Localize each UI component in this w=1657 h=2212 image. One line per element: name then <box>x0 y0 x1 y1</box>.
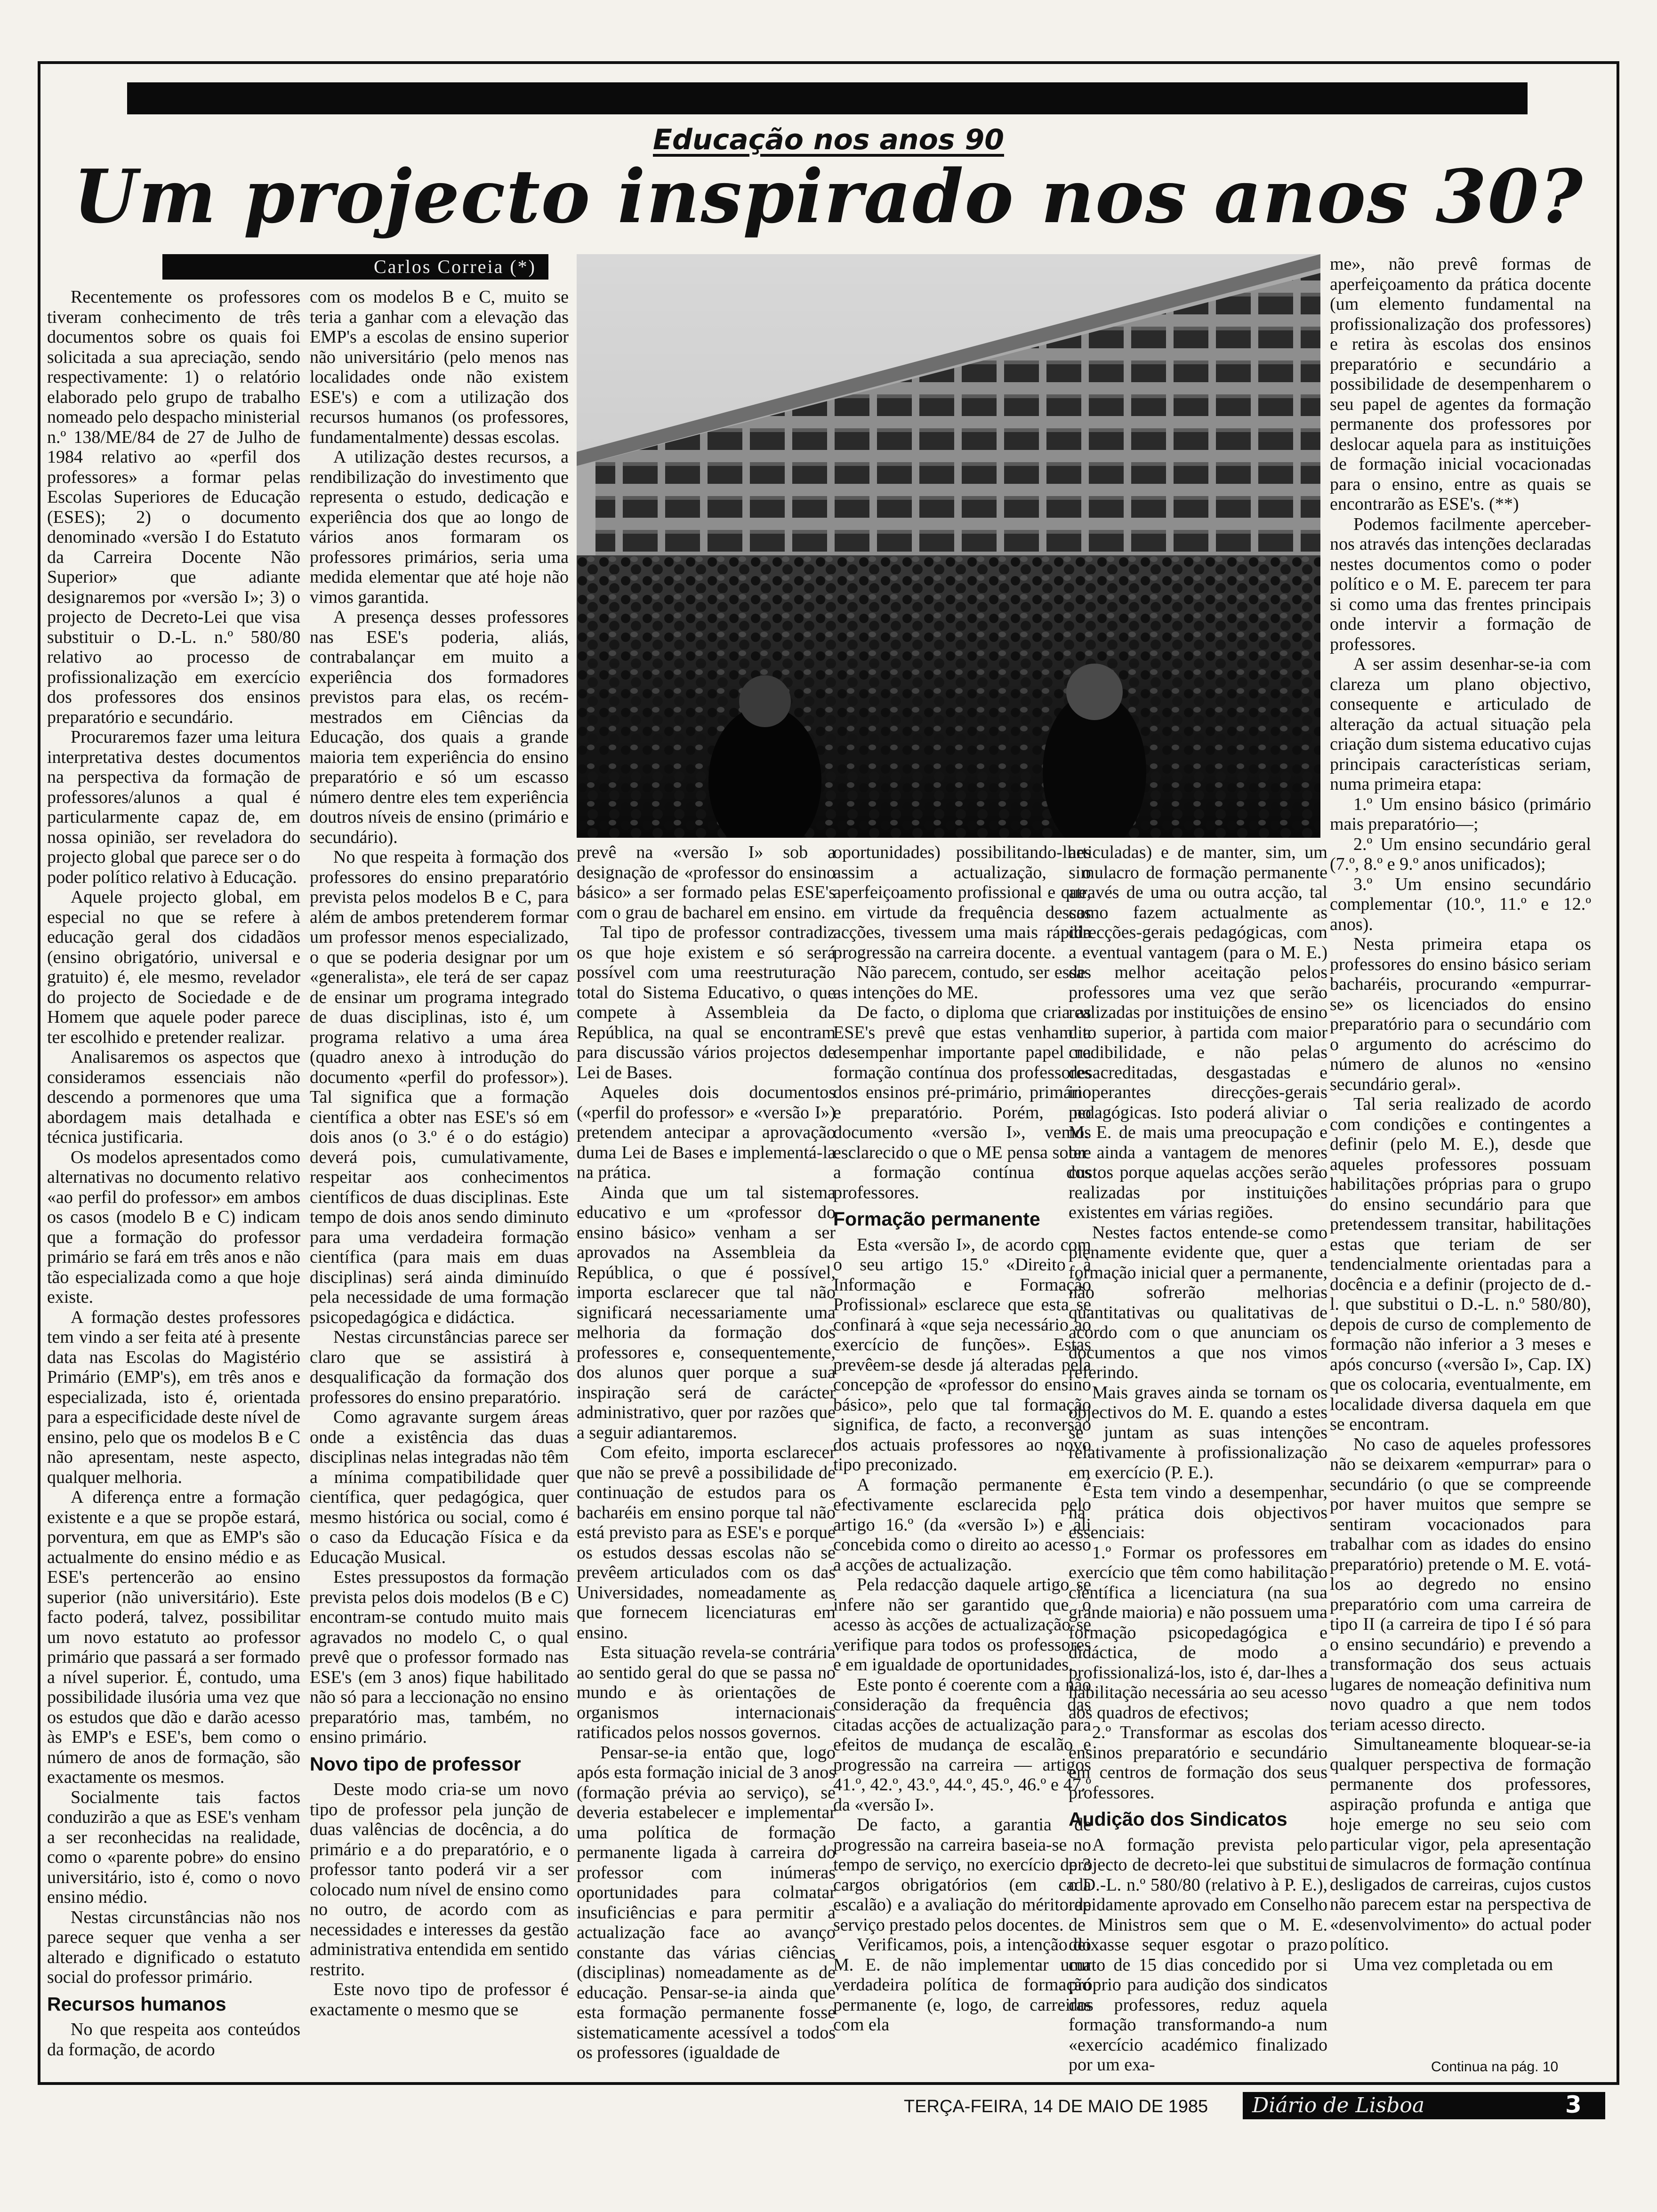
paragraph: Este novo tipo de professor é exactamente o mesmo que se <box>310 1980 569 2020</box>
paragraph: A formação destes professores tem vindo a ser feita até à presente data nas Escolas do Magistério Primário (EMP's), em três anos e especializada, isto é, orientada para a especificidade deste nível de ensino, pelo que os modelos B e C não apresentam, neste aspecto, qualquer melhoria. <box>47 1307 300 1487</box>
paragraph: Esta situação revela-se contrária ao sentido geral do que se passa no mundo e às orientações de organismos internacionais ratificados pelos nossos governos. <box>577 1643 836 1742</box>
article-column-4 <box>833 842 1091 2035</box>
newspaper-masthead: Diário de Lisboa <box>1243 2092 1605 2119</box>
paragraph: A utilização destes recursos, a rendibilização do investimento que representa o estudo, dedicação e experiência dos que ao longo de vários anos formaram os professores primários, seria uma medida elementar que até hoje não vimos garantida. <box>310 447 569 607</box>
paragraph: 2.º Um ensino secundário geral (7.º, 8.º e 9.º anos unificados); <box>1330 834 1591 874</box>
paragraph: 3.º Um ensino secundário complementar (10.º, 11.º e 12.º anos). <box>1330 874 1591 934</box>
paragraph: Socialmente tais factos conduzirão a que as ESE's venham a ser reconhecidas na realidade, como o «parente pobre» do ensino universitário, isto é, como o novo ensino médio. <box>47 1787 300 1907</box>
paragraph: Aqueles dois documentos («perfil do professor» e «versão I») pretendem antecipar a aprovação duma Lei de Bases e implementá-la na prática. <box>577 1082 836 1182</box>
paragraph: Simultaneamente bloquear-se-ia qualquer perspectiva de formação permanente dos professores, aspiração profunda e antiga que hoje emerge no seu seio com particular vigor, pela apresentação de simulacros de formação contínua desligados de carreiras, cujos custos não parecem estar na perspectiva de «desenvolvimento» do actual poder político. <box>1330 1734 1591 1954</box>
paragraph: com os modelos B e C, muito se teria a ganhar com a elevação das EMP's a escolas de ensino superior não universitário (pelo menos nas localidades onde não existem ESE's) e com a utilização dos recursos humanos (os professores, fundamentalmente) dessas escolas. <box>310 287 569 447</box>
paragraph: No caso de aqueles professores não se deixarem «empurrar» para o secundário (o que se compreende por haver muitos que sempre se sentiram vocacionados para trabalhar com as idades do ensino preparatório) pretende o M. E. votá-los ao degredo no ensino preparatório com uma carreira de tipo II (a carreira de tipo I é só para o ensino secundário) e prevendo a transformação dos seus actuais lugares de nomeação definitiva num novo quadro a que nem todos teriam acesso directo. <box>1330 1434 1591 1734</box>
paragraph: Não parecem, contudo, ser essas as intenções do ME. <box>833 962 1091 1002</box>
paragraph: A ser assim desenhar-se-ia com clareza um plano objectivo, consequente e articulado de alteração da actual situação pela criação dum sistema educativo cujas principais características seriam, numa primeira etapa: <box>1330 654 1592 794</box>
paragraph: oportunidades) possibilitando-lhes assim a actualização, o aperfeiçoamento profissional e que, em virtude da frequência dessas acções, tivessem uma mais rápida progressão na carreira docente. <box>833 842 1091 962</box>
paragraph: Tal seria realizado de acordo com condições e contingentes a definir (pelo M. E.), desde que aqueles professores possuam habilitações próprias para o grupo do ensino secundário para que pretendessem transitar, habilitações estas que teriam de ser tendencialmente orientadas para a docência e a definir (projecto de d.-l. que substitui o D.-L. n.º 580/80), depois de curso de complemento de formação não inferior a 3 meses e após concurso («versão I», Cap. IX) que os colocaria, eventualmente, em localidade diversa daquela em que se encontram. <box>1330 1094 1591 1434</box>
paragraph: 1.º Um ensino básico (primário mais preparatório—; <box>1330 794 1591 834</box>
footer-dateline: TERÇA-FEIRA, 14 DE MAIO DE 1985 <box>904 2097 1208 2116</box>
section-kicker: Educação nos anos 90 <box>653 123 1004 156</box>
paragraph: No que respeita à formação dos professores do ensino preparatório prevista pelos modelos B e C, para além de ambos pretenderem formar um professor menos especializado, o que se poderia designar por um «generalista», ele terá de ser capaz de ensinar um programa integrado de duas disciplinas, isto é, um programa relativo a uma área (quadro anexo à introdução do documento «perfil do professor»). Tal significa que a formação científica a obter nas ESE's só em dois anos (o 3.º é o do estágio) deverá pois, cumulativamente, respeitar aos conhecimentos científicos de duas disciplinas. Este tempo de dois anos sendo diminuto para uma verdadeira formação científica (para mais em duas disciplinas) será ainda diminuído pela necessidade de uma formação psicopedagógica e didáctica. <box>310 847 569 1327</box>
paragraph: A formação permanente é efectivamente esclarecida pelo artigo 16.º (da «versão I») e ali concebida como o direito ao acesso a acções de actualização. <box>833 1475 1091 1575</box>
subheading: Novo tipo de professor <box>310 1753 521 1775</box>
article-column-1 <box>47 287 300 2060</box>
top-rule-bar <box>127 82 1528 114</box>
paragraph: prevê na «versão I» sob a designação de «professor do ensino básico» a ser formado pelas ESE's com o grau de bacharel em ensino. <box>577 842 836 922</box>
paragraph: Como agravante surgem áreas onde a existência das duas disciplinas nelas integradas não têm a mínima compatibilidade quer científica, quer pedagógica, quer mesmo histórica ou social, como é o caso da Educação Física e da Educação Musical. <box>310 1407 569 1567</box>
paragraph: Nesta primeira etapa os professores do ensino básico seriam bacharéis, procurando «empurrar-se» os licenciados do ensino preparatório para o secundário com o argumento do acréscimo do número de alunos no «ensino secundário geral». <box>1330 934 1591 1094</box>
paragraph: Nestes factos entende-se como plenamente evidente que, quer a formação inicial quer a permanente, não sofrerão melhorias quantitativas ou qualitativas de acordo com o que anunciam os documentos a que nos vimos referindo. <box>1069 1222 1327 1382</box>
paragraph: Analisaremos os aspectos que consideramos essenciais não descendo a pormenores que uma abordagem mais detalhada e técnica justificaria. <box>47 1047 300 1147</box>
paragraph: Esta «versão I», de acordo com o seu artigo 15.º «Direito à Informação e Formação Profissional» esclarece que esta se confinará à «que seja necessário ao exercício de funções». Estas prevêem-se desde já alteradas pela concepção de «professor do ensino básico», pelo que tal formação significa, de facto, a reconversão dos actuais professores ao novo tipo preconizado. <box>833 1234 1091 1475</box>
paragraph: A presença desses professores nas ESE's poderia, aliás, contrabalançar em muito a experiência dos formadores previstos para elas, os recém-mestrados em Ciências da Educação, dos quais a grande maioria tem experiência do ensino preparatório e só um escasso número dentre eles tem experiência doutros níveis de ensino (primário e secundário). <box>310 607 569 847</box>
paragraph: Pensar-se-ia então que, logo após esta formação inicial de 3 anos (formação prévia ao serviço), se deveria estabelecer e implementar uma política de formação permanente ligada à carreira do professor com inúmeras oportunidades para colmatar insuficiências e para permitir a actualização face ao avanço constante das várias ciências (disciplinas) nomeadamente as de educação. Pensar-se-ia ainda que esta formação permanente fosse sistematicamente acessível a todos os professores (igualdade de <box>577 1742 836 2062</box>
paragraph: articuladas) e de manter, sim, um simulacro de formação permanente através de uma ou outra acção, tal como fazem actualmente as direcções-gerais pedagógicas, com a eventual vantagem (para o M. E.) de melhor aceitação pelos professores uma vez que serão realizadas por instituições de ensino dito superior, à partida com maior credibilidade, e não pelas desacreditadas, desgastadas e inoperantes direcções-gerais pedagógicas. Isto poderá aliviar o M. E. de mais uma preocupação e ter ainda a vantagem de menores custos porque aquelas acções serão realizadas por instituições existentes em várias regiões. <box>1069 842 1327 1222</box>
paragraph: Uma vez completada ou em <box>1353 1954 1553 1974</box>
paragraph: Esta tem vindo a desempenhar, na prática dois objectivos essenciais: <box>1069 1483 1327 1542</box>
paragraph: No que respeita aos conteúdos da formação, de acordo <box>47 2020 300 2060</box>
paragraph: 2.º Transformar as escolas dos ensinos preparatório e secundário em centros de formação dos seus professores. <box>1069 1723 1327 1803</box>
page-number: 3 <box>1565 2091 1582 2118</box>
paragraph: A diferença entre a formação existente e a que se propõe estará, porventura, em que as EMP's são actualmente do ensino médio e as ESE's pertencerão ao ensino superior (não universitário). Este facto poderá, talvez, possibilitar um novo estatuto ao professor primário que passará a ser formado a nível superior. É, contudo, uma possibilidade ilusória uma vez que os estudos que dão e darão acesso às EMP's e ESE's, bem como o número de anos de formação, são exactamente os mesmos. <box>47 1487 300 1787</box>
paragraph: Mais graves ainda se tornam os objectivos do M. E. quando a estes se juntam as suas intenções relativamente à profissionalização em exercício (P. E.). <box>1069 1382 1327 1483</box>
paragraph: Pela redacção daquele artigo se infere não ser garantido que o acesso às acções de actualização se verifique para todos os professores e em igualdade de oportunidades. <box>833 1575 1091 1675</box>
headline: Um projecto inspirado nos anos 30? <box>73 153 1584 240</box>
paragraph: A formação prevista pelo projecto de decreto-lei que substitui o D.-L. n.º 580/80 (relativo à P. E.), rapidamente aprovado em Conselho de Ministros sem que o M. E. deixasse sequer esgotar o prazo curto de 15 dias concedido por si próprio para audição dos sindicatos dos professores, reduz aquela formação transformando-a num «exercício académico finalizado por um exa- <box>1069 1835 1327 2075</box>
paragraph: Procuraremos fazer uma leitura interpretativa destes documentos na perspectiva da formação de professores/alunos a qual é particularmente capaz de, em nossa opinião, ser reveladora do projecto global que parece ser o do poder político relativo à Educação. <box>47 727 300 887</box>
news-photo-crowd-building <box>577 254 1320 838</box>
byline: Carlos Correia (*) <box>162 254 548 280</box>
paragraph: Com efeito, importa esclarecer que não se prevê a possibilidade de continuação de estudos para os bacharéis em ensino porque tal não está previsto para as ESE's e porque os estudos dessas escolas não se prevêem articulados com os das Universidades, nomeadamente as que fornecem licenciaturas em ensino. <box>577 1443 836 1643</box>
paragraph: Ainda que um tal sistema educativo e um «professor do ensino básico» venham a ser aprovados na Assembleia da República, o que é possível, importa esclarecer que tal não significará necessariamente uma melhoria da formação dos professores e, consequentemente, dos alunos quer porque a sua inspiração será de carácter administrativo, quer por razões que a seguir adiantaremos. <box>577 1182 836 1443</box>
paragraph: De facto, o diploma que cria as ESE's prevê que estas venham a desempenhar importante papel na formação contínua dos professores dos ensinos pré-primário, primário e preparatório. Porém, no documento «versão I», vemos esclarecido o que o ME pensa sobre a formação contínua dos professores. <box>833 1002 1091 1202</box>
subheading: Formação permanente <box>833 1208 1040 1230</box>
paragraph: Recentemente os professores tiveram conhecimento de três documentos sobre os quais foi solicitada a sua apreciação, sendo respectivamente: 1) o relatório elaborado pelo grupo de trabalho nomeado pelo despacho ministerial n.º 138/ME/84 de 27 de Julho de 1984 relativo ao «perfil dos professores» a formar pelas Escolas Superiores de Educação (ESES); 2) o documento denominado «versão I do Estatuto da Carreira Docente Não Superior» que adiante designaremos por «versão I»; 3) o projecto de Decreto-Lei que visa substituir o D.-L. n.º 580/80 relativo ao processo de profissionalização em exercício dos professores dos ensinos preparatório e secundário. <box>47 287 300 727</box>
paragraph: 1.º Formar os professores em exercício que têm como habilitação científica a licenciatura (na sua grande maioria) e não possuem uma formação psicopedagógica e didáctica, de modo a profissionalizá-los, isto é, dar-lhes a habilitação necessária ao seu acesso aos quadros de efectivos; <box>1069 1542 1327 1723</box>
paragraph: Deste modo cria-se um novo tipo de professor pela junção de duas valências de docência, a do primário e a do preparatório, e o professor tanto poderá vir a ser colocado num nível de ensino como no outro, de acordo com as necessidades e interesses da gestão administrativa entendida em sentido restrito. <box>310 1779 569 1980</box>
paragraph: Nestas circunstâncias não nos parece sequer que venha a ser alterado e dignificado o estatuto social do professor primário. <box>47 1907 300 1987</box>
paragraph: Nestas circunstâncias parece ser claro que se assistirá à desqualificação da formação dos professores do ensino preparatório. <box>310 1327 569 1407</box>
paragraph: Estes pressupostos da formação prevista pelos dois modelos (B e C) encontram-se contudo muito mais agravados no modelo C, o qual prevê que o professor formado nas ESE's (em 3 anos) fique habilitado não só para a leccionação no ensino preparatório mas, também, no ensino primário. <box>310 1567 569 1747</box>
paragraph: Podemos facilmente aperceber-nos através das intenções declaradas nestes documentos como o poder político e o M. E. parecem ter para si como uma das frentes principais onde intervir a formação de professores. <box>1330 514 1591 654</box>
paragraph: Aquele projecto global, em especial no que se refere à educação geral dos cidadãos (ensino obrigatório, universal e gratuito) é, ele mesmo, revelador do projecto de Sociedade e de Homem que aquele poder parece ter escolhido e pretender realizar. <box>47 887 300 1047</box>
article-column-2 <box>310 287 569 2020</box>
continued-note: Continua na pág. 10 <box>1431 2059 1559 2075</box>
paragraph: Este ponto é coerente com a não consideração da frequência das citadas acções de actualização para efeitos de mudança de escalão e progressão na carreira — artigos 41.º, 42.º, 43.º, 44.º, 45.º, 46.º e 47.º da «versão I». <box>833 1675 1091 1815</box>
paragraph: Os modelos apresentados como alternativas no documento relativo «ao perfil do professor» em ambos os casos (modelo B e C) indicam que a formação do professor primário se fará em três anos e não tão especializada como a que hoje existe. <box>47 1147 300 1307</box>
article-column-3 <box>577 842 836 2063</box>
paragraph: me», não prevê formas de aperfeiçoamento da prática docente (um elemento fundamental na profissionalização dos professores) e retira às escolas dos ensinos preparatório e secundário a possibilidade de desempenharem o seu papel de agentes da formação permanente dos professores por deslocar aquela para as instituições de formação inicial vocacionadas para o ensino, entre as quais se encontrarão as ESE's. (**) <box>1330 254 1591 514</box>
paragraph: Tal tipo de professor contradiz os que hoje existem e só será possível com uma reestruturação total do Sistema Educativo, o que compete à Assembleia da República, na qual se encontram para discussão vários projectos de Lei de Bases. <box>577 922 836 1082</box>
paragraph: Verificamos, pois, a intenção do M. E. de não implementar uma verdadeira política de formação permanente (e, logo, de carreiras com ela <box>833 1935 1091 2035</box>
article-column-5 <box>1069 842 1327 2075</box>
article-column-6 <box>1330 254 1591 1974</box>
subheading: Recursos humanos <box>47 1993 226 2015</box>
subheading: Audição dos Sindicatos <box>1069 1808 1287 1830</box>
paragraph: De facto, a garantia de progressão na carreira baseia-se no tempo de serviço, no exercício de 3 cargos obrigatórios (em cada escalão) e a avaliação do mérito de serviço prestado pelos docentes. <box>833 1815 1091 1935</box>
